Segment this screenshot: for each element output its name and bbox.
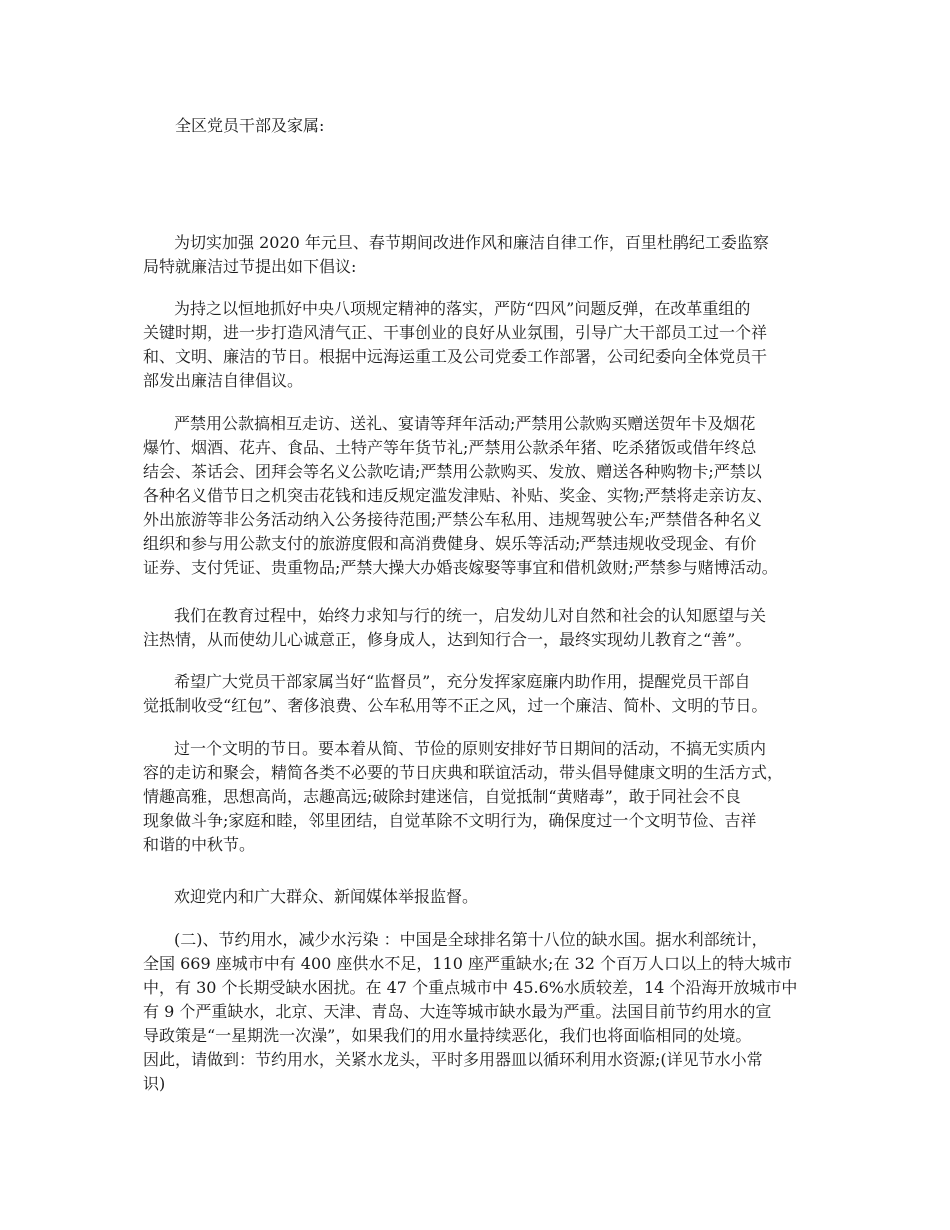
text-line: 因此，请做到：节约用水，关紧水龙头，平时多用器皿以循环利用水资源;(详见节水小常 xyxy=(143,1050,763,1069)
text-line: 爆竹、烟酒、花卉、食品、土特产等年货节礼;严禁用公款杀年猪、吃杀猪饭或借年终总 xyxy=(143,438,757,457)
text-line: 导政策是“一星期洗一次澡”，如果我们的用水量持续恶化，我们也将面临相同的处境。 xyxy=(143,1026,752,1045)
text-line: 过一个文明的节日。要本着从简、节俭的原则安排好节日期间的活动，不搞无实质内 xyxy=(174,739,767,758)
text-line: 注热情，从而使幼儿心诚意正，修身成人，达到知行合一，最终实现幼儿教育之“善”。 xyxy=(143,630,752,649)
text-line: 和、文明、廉洁的节日。根据中远海运重工及公司党委工作部署，公司纪委向全体党员干 xyxy=(143,347,768,366)
text-line: 部发出廉洁自律倡议。 xyxy=(143,371,304,390)
text-line: 识) xyxy=(143,1074,166,1093)
text-line: 各种名义借节日之机突击花钱和违反规定滥发津贴、补贴、奖金、实物;严禁将走亲访友、 xyxy=(143,486,773,505)
text-line: 组织和参与用公款支付的旅游度假和高消费健身、娱乐等活动;严禁违规收受现金、有价 xyxy=(143,534,757,553)
text-line: 欢迎党内和广大群众、新闻媒体举报监督。 xyxy=(174,887,479,906)
text-line: 关键时期，进一步打造风清气正、干事创业的良好从业氛围，引导广大干部员工过一个祥 xyxy=(143,323,768,342)
text-line: 容的走访和聚会，精简各类不必要的节日庆典和联谊活动，带头倡导健康文明的生活方式， xyxy=(143,763,784,782)
text-line: 结会、茶话会、团拜会等名义公款吃请;严禁用公款购买、发放、赠送各种购物卡;严禁以 xyxy=(143,462,762,481)
text-line: 为切实加强 2020 年元旦、春节期间改进作风和廉洁自律工作，百里杜鹃纪工委监察 xyxy=(174,233,769,252)
text-line: 全国 669 座城市中有 400 座供水不足，110 座严重缺水;在 32 个百万人口以上的特大城市 xyxy=(143,954,792,973)
salutation: 全区党员干部及家属: xyxy=(175,116,325,135)
text-line: 严禁用公款搞相互走访、送礼、宴请等拜年活动;严禁用公款购买赠送贺年卡及烟花 xyxy=(174,414,756,433)
text-line: 情趣高雅，思想高尚，志趣高远;破除封建迷信，自觉抵制“黄赌毒”，敢于同社会不良 xyxy=(143,787,741,806)
text-line: 现象做斗争;家庭和睦，邻里团结，自觉革除不文明行为，确保度过一个文明节俭、吉祥 xyxy=(143,811,757,830)
text-line: 局特就廉洁过节提出如下倡议: xyxy=(143,257,357,276)
text-line: 外出旅游等非公务活动纳入公务接待范围;严禁公车私用、违规驾驶公车;严禁借各种名义 xyxy=(143,510,762,529)
text-line: 觉抵制收受“红包”、奢侈浪费、公车私用等不正之风，过一个廉洁、简朴、文明的节日。 xyxy=(143,696,768,715)
text-line: 我们在教育过程中，始终力求知与行的统一，启发幼儿对自然和社会的认知愿望与关 xyxy=(174,606,767,625)
text-line: 为持之以恒地抓好中央八项规定精神的落实，严防“四风”问题反弹，在改革重组的 xyxy=(174,299,751,318)
text-line: 希望广大党员干部家属当好“监督员”，充分发挥家庭廉内助作用，提醒党员干部自 xyxy=(174,672,751,691)
text-line: 中，有 30 个长期受缺水困扰。在 47 个重点城市中 45.6%水质较差，14 个沿海开放城市中 xyxy=(143,978,798,997)
text-line: 证券、支付凭证、贵重物品;严禁大操大办婚丧嫁娶等事宜和借机敛财;严禁参与赌博活动。 xyxy=(143,558,778,577)
text-line: (二)、节约用水，减少水污染 ：中国是全球排名第十八位的缺水国。据水利部统计， xyxy=(174,930,768,949)
text-line: 和谐的中秋节。 xyxy=(143,835,256,854)
text-line: 有 9 个严重缺水，北京、天津、青岛、大连等城市缺水最为严重。法国目前节约用水的宣 xyxy=(143,1002,772,1021)
